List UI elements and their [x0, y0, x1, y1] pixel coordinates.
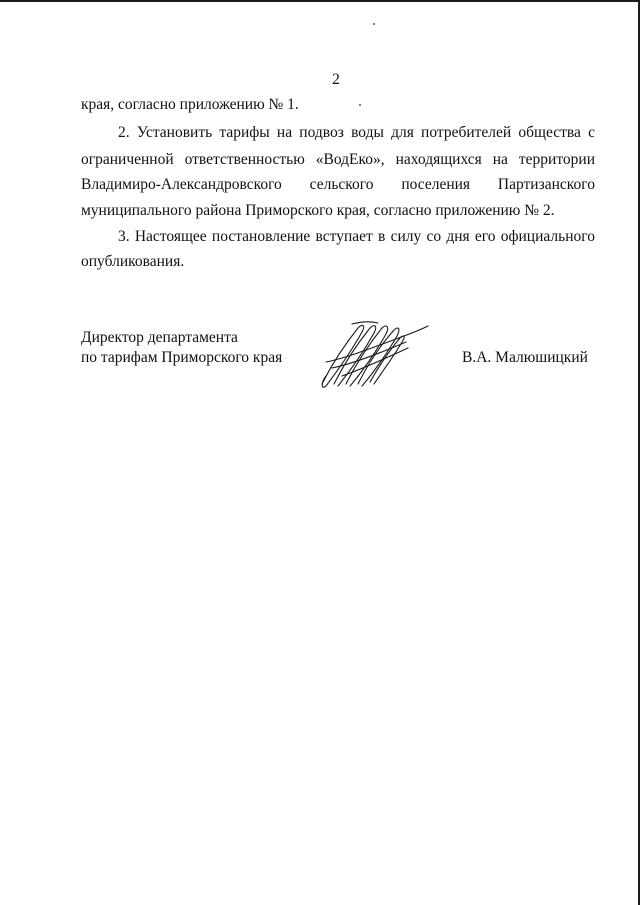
- paragraph-2-line-2: ограниченной ответственностью «ВодЕко», находящихся на территории: [81, 151, 595, 168]
- scan-edge-top: [0, 0, 640, 2]
- page-number: 2: [332, 71, 340, 88]
- scan-speck: [359, 104, 361, 106]
- paragraph-2-line-4: муниципального района Приморского края, согласно приложению № 2.: [81, 202, 555, 219]
- paragraph-3-line-1: 3. Настоящее постановление вступает в силу со дня его официального: [118, 228, 595, 245]
- paragraph-1-continuation: края, согласно приложению № 1.: [81, 96, 299, 113]
- signer-title-line-1: Директор департамента: [81, 329, 238, 346]
- paragraph-2-line-1: 2. Установить тарифы на подвоз воды для потребителей общества с: [118, 124, 595, 141]
- scan-speck: [373, 23, 375, 25]
- signer-name: В.А. Малюшицкий: [462, 349, 588, 366]
- paragraph-3-line-2: опубликования.: [81, 253, 185, 270]
- signer-title-line-2: по тарифам Приморского края: [81, 349, 283, 366]
- paragraph-2-line-3: Владимиро-Александровского сельского поселения Партизанского: [81, 176, 595, 193]
- handwritten-signature: [312, 318, 432, 390]
